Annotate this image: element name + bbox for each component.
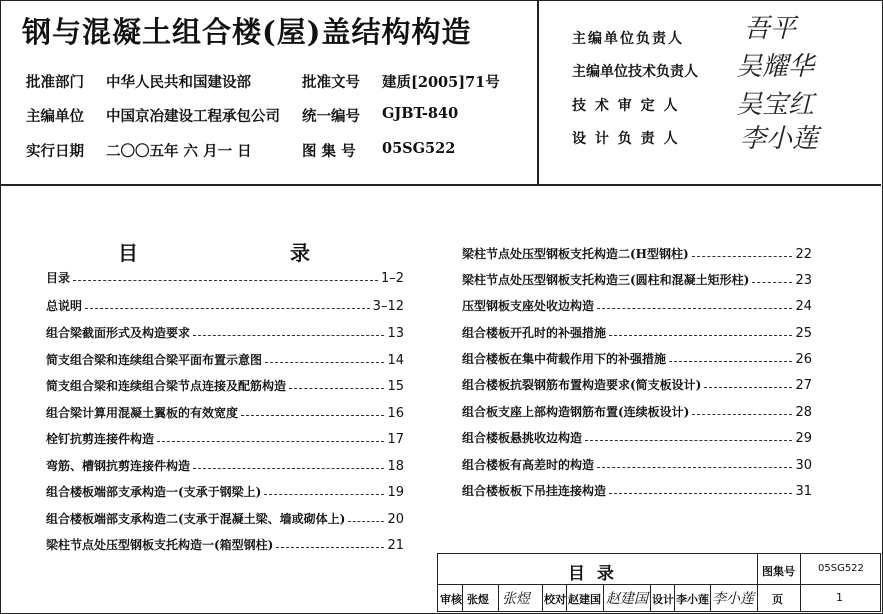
toc-entry-page: 21 bbox=[387, 538, 404, 553]
check-signature: 赵建国 bbox=[606, 591, 648, 607]
toc-entry bbox=[46, 535, 404, 553]
design-head-signature: 李小莲 bbox=[740, 124, 819, 154]
sign-cell-divider bbox=[462, 585, 463, 611]
toc-entry-page: 16 bbox=[387, 406, 404, 421]
leader-dashes bbox=[669, 361, 792, 362]
toc-entry-page: 20 bbox=[387, 512, 404, 527]
header-divider bbox=[537, 0, 539, 185]
atlas-no-label: 图 集 号 bbox=[302, 143, 356, 160]
toc-entry-label: 弯筋、槽钢抗剪连接件构造 bbox=[46, 459, 191, 473]
design-head-label: 设 计 负 责 人 bbox=[572, 131, 680, 147]
toc-entry bbox=[462, 270, 812, 288]
design-name: 李小莲 bbox=[676, 593, 709, 606]
approval-no-label: 批准文号 bbox=[302, 74, 360, 91]
toc-entry-label: 组合楼板开孔时的补强措施 bbox=[462, 326, 607, 340]
page-field-value: 1 bbox=[836, 591, 843, 604]
toc-entry-page: 30 bbox=[795, 458, 812, 473]
tech-reviewer-label: 技 术 审 定 人 bbox=[572, 98, 680, 114]
sign-cell-divider bbox=[650, 585, 651, 611]
leader-dashes bbox=[597, 467, 792, 468]
editor-unit-value: 中国京冶建设工程承包公司 bbox=[106, 108, 280, 125]
toc-entry-label: 组合楼板端部支承构造一(支承于钢梁上) bbox=[46, 485, 262, 499]
unified-no-value: GJBT-840 bbox=[382, 105, 459, 122]
toc-entry bbox=[462, 296, 812, 314]
leader-dashes bbox=[193, 468, 384, 469]
toc-title-right: 录 bbox=[290, 241, 310, 265]
leader-dashes bbox=[752, 282, 792, 283]
atlas-no-value: 05SG522 bbox=[382, 140, 456, 157]
leader-dashes bbox=[157, 441, 384, 442]
unified-no-label: 统一编号 bbox=[302, 108, 360, 125]
toc-entry bbox=[46, 403, 404, 421]
toc-entry-page: 24 bbox=[795, 299, 812, 314]
toc-entry bbox=[46, 323, 404, 341]
leader-dashes bbox=[585, 440, 792, 441]
header-bottom-border bbox=[0, 184, 881, 186]
toc-entry-label: 目录 bbox=[46, 271, 71, 285]
atlas-title: 钢与混凝土组合楼(屋)盖结构构造 bbox=[22, 15, 472, 49]
toc-entry bbox=[46, 350, 404, 368]
toc-entry-label: 压型钢板支座处收边构造 bbox=[462, 299, 595, 313]
toc-entry bbox=[46, 268, 404, 286]
toc-entry bbox=[462, 481, 812, 499]
toc-entry bbox=[46, 376, 404, 394]
toc-entry-label: 梁柱节点处压型钢板支托构造二(H型钢柱) bbox=[462, 247, 689, 261]
leader-dashes bbox=[289, 388, 384, 389]
toc-entry bbox=[462, 455, 812, 473]
approval-no-value: 建质[2005]71号 bbox=[382, 74, 500, 91]
title-block-col-divider-1 bbox=[757, 553, 758, 611]
toc-entry bbox=[46, 429, 404, 447]
leader-dashes bbox=[264, 494, 384, 495]
toc-entry-page: 1–2 bbox=[380, 271, 404, 286]
leader-dashes bbox=[692, 414, 792, 415]
toc-entry-page: 28 bbox=[795, 405, 812, 420]
toc-entry bbox=[462, 323, 812, 341]
sign-cell-divider bbox=[603, 585, 604, 611]
toc-entry-page: 29 bbox=[795, 431, 812, 446]
chief-tech-head-label: 主编单位技术负责人 bbox=[572, 64, 698, 80]
toc-entry-page: 14 bbox=[387, 353, 404, 368]
sign-cell-divider bbox=[542, 585, 543, 611]
editor-unit-label: 主编单位 bbox=[26, 108, 84, 125]
sign-cell-divider bbox=[498, 585, 499, 611]
toc-entry-page: 13 bbox=[387, 326, 404, 341]
effective-date-value: 二〇〇五年 六 月一 日 bbox=[106, 143, 252, 160]
toc-entry-label: 组合板支座上部构造钢筋布置(连续板设计) bbox=[462, 405, 690, 419]
toc-entry bbox=[46, 456, 404, 474]
toc-entry-label: 组合楼板有高差时的构造 bbox=[462, 458, 595, 472]
review-name: 张煜 bbox=[467, 593, 489, 606]
toc-entry-page: 22 bbox=[795, 247, 812, 262]
chief-tech-head-signature: 吴耀华 bbox=[736, 52, 815, 82]
check-label: 校对 bbox=[544, 593, 566, 606]
toc-entry-page: 17 bbox=[387, 432, 404, 447]
toc-entry-label: 梁柱节点处压型钢板支托构造一(箱型钢柱) bbox=[46, 538, 274, 552]
leader-dashes bbox=[276, 547, 384, 548]
tech-reviewer-signature: 吴宝红 bbox=[736, 90, 815, 120]
toc-entry-page: 26 bbox=[795, 352, 812, 367]
leader-dashes bbox=[348, 521, 384, 522]
leader-dashes bbox=[704, 387, 792, 388]
atlas-no-field-value: 05SG522 bbox=[818, 563, 864, 574]
leader-dashes bbox=[85, 308, 370, 309]
sign-cell-divider bbox=[710, 585, 711, 611]
toc-entry bbox=[462, 402, 812, 420]
toc-entry bbox=[46, 509, 404, 527]
toc-entry bbox=[462, 349, 812, 367]
toc-entry-label: 组合楼板悬挑收边构造 bbox=[462, 431, 583, 445]
leader-dashes bbox=[609, 493, 792, 494]
toc-entry bbox=[46, 296, 404, 314]
sign-cell-divider bbox=[566, 585, 567, 611]
title-block-col-divider-2 bbox=[800, 553, 801, 611]
review-signature: 张煜 bbox=[502, 591, 530, 607]
toc-entry-label: 组合楼板板下吊挂连接构造 bbox=[462, 484, 607, 498]
toc-entry-label: 栓钉抗剪连接件构造 bbox=[46, 432, 155, 446]
toc-entry-label: 组合楼板端部支承构造二(支承于混凝土梁、墙或砌体上) bbox=[46, 512, 346, 526]
toc-entry-page: 19 bbox=[387, 485, 404, 500]
toc-entry-label: 组合楼板在集中荷载作用下的补强措施 bbox=[462, 352, 667, 366]
toc-entry-page: 25 bbox=[795, 326, 812, 341]
review-label: 审核 bbox=[440, 593, 462, 606]
leader-dashes bbox=[241, 415, 384, 416]
toc-entry-page: 18 bbox=[387, 459, 404, 474]
toc-entry-label: 总说明 bbox=[46, 299, 83, 313]
title-block-row-divider bbox=[437, 584, 880, 585]
leader-dashes bbox=[609, 335, 792, 336]
toc-entry-page: 23 bbox=[795, 273, 812, 288]
leader-dashes bbox=[193, 335, 384, 336]
title-block-name: 目 录 bbox=[568, 564, 614, 584]
toc-entry bbox=[462, 428, 812, 446]
leader-dashes bbox=[73, 280, 378, 281]
toc-entry-label: 组合梁计算用混凝土翼板的有效宽度 bbox=[46, 406, 239, 420]
toc-entry-label: 组合梁截面形式及构造要求 bbox=[46, 326, 191, 340]
approval-dept-label: 批准部门 bbox=[26, 74, 84, 91]
leader-dashes bbox=[265, 362, 384, 363]
page-field-label: 页 bbox=[772, 593, 783, 606]
design-label: 设计 bbox=[652, 593, 674, 606]
toc-entry bbox=[46, 482, 404, 500]
atlas-no-field-label: 图集号 bbox=[762, 565, 795, 578]
toc-entry-label: 组合楼板抗裂钢筋布置构造要求(简支板设计) bbox=[462, 378, 702, 392]
toc-entry bbox=[462, 244, 812, 262]
sign-cell-divider bbox=[674, 585, 675, 611]
toc-entry-label: 简支组合梁和连续组合梁平面布置示意图 bbox=[46, 353, 263, 367]
approval-dept-value: 中华人民共和国建设部 bbox=[106, 74, 251, 91]
leader-dashes bbox=[692, 256, 793, 257]
toc-entry-page: 15 bbox=[387, 379, 404, 394]
toc-entry-page: 3–12 bbox=[372, 299, 404, 314]
toc-entry-page: 31 bbox=[795, 484, 812, 499]
chief-unit-head-label: 主编单位负责人 bbox=[572, 31, 684, 47]
toc-entry-label: 简支组合梁和连续组合梁节点连接及配筋构造 bbox=[46, 379, 287, 393]
check-name: 赵建国 bbox=[568, 593, 601, 606]
toc-title-left: 目 bbox=[118, 241, 138, 265]
leader-dashes bbox=[597, 308, 792, 309]
toc-entry-page: 27 bbox=[795, 378, 812, 393]
design-signature: 李小莲 bbox=[712, 591, 754, 607]
effective-date-label: 实行日期 bbox=[26, 143, 84, 160]
chief-unit-head-signature: 吾平 bbox=[744, 14, 797, 44]
toc-entry bbox=[462, 375, 812, 393]
toc-entry-label: 梁柱节点处压型钢板支托构造三(圆柱和混凝土矩形柱) bbox=[462, 273, 750, 287]
